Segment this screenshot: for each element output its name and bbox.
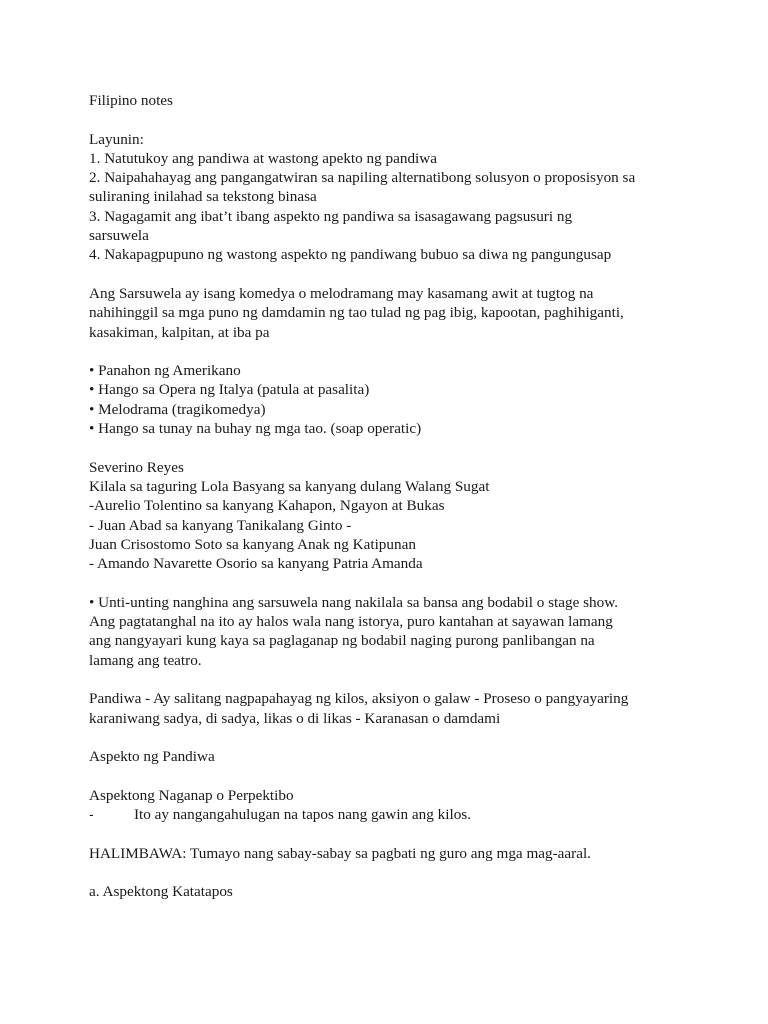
- layunin-line: 4. Nakapagpupuno ng wastong aspekto ng pandiwang bubuo sa diwa ng pangungusap: [89, 246, 612, 264]
- bullet-item: • Melodrama (tragikomedya): [89, 400, 266, 418]
- layunin-heading: Layunin:: [89, 130, 144, 148]
- bullet-item: • Hango sa Opera ng Italya (patula at pasalita): [89, 381, 370, 399]
- document-page: [89, 91, 699, 901]
- layunin-line: 1. Natutukoy ang pandiwa at wastong apekto ng pandiwa: [89, 149, 437, 167]
- writer-line: Severino Reyes: [89, 458, 184, 476]
- bullet-item: • Hango sa tunay na buhay ng mga tao. (soap operatic): [89, 420, 422, 438]
- layunin-line: sarsuwela: [89, 227, 149, 245]
- writer-line: Kilala sa taguring Lola Basyang sa kanyang dulang Walang Sugat: [89, 477, 490, 495]
- spacer: [89, 728, 699, 747]
- spacer: [89, 438, 699, 457]
- aspekto-heading: Aspekto ng Pandiwa: [89, 748, 215, 766]
- spacer: [89, 766, 699, 785]
- pandiwa-line: karaniwang sadya, di sadya, likas o di likas - Karanasan o damdami: [89, 709, 501, 727]
- sarsuwela-line: kasakiman, kalpitan, at iba pa: [89, 323, 270, 341]
- spacer: [89, 824, 699, 843]
- spacer: [89, 670, 699, 689]
- spacer: [89, 863, 699, 882]
- bullet-item: • Panahon ng Amerikano: [89, 362, 241, 380]
- sarsuwela-line: nahihinggil sa mga puno ng damdamin ng tao tulad ng pag ibig, kapootan, paghihiganti,: [89, 304, 624, 322]
- document-title: Filipino notes: [89, 92, 173, 109]
- spacer: [89, 110, 699, 129]
- writer-line: Juan Crisostomo Soto sa kanyang Anak ng Katipunan: [89, 535, 416, 553]
- decline-line: Ang pagtatanghal na ito ay halos wala nang istorya, puro kantahan at sayawan lamang: [89, 613, 613, 631]
- writer-line: - Amando Navarette Osorio sa kanyang Patria Amanda: [89, 555, 423, 573]
- layunin-line: suliraning inilahad sa tekstong binasa: [89, 188, 317, 206]
- naganap-heading: Aspektong Naganap o Perpektibo: [89, 786, 294, 804]
- spacer: [89, 342, 699, 361]
- writer-line: - Juan Abad sa kanyang Tanikalang Ginto -: [89, 516, 352, 534]
- writer-line: -Aurelio Tolentino sa kanyang Kahapon, Ngayon at Bukas: [89, 497, 445, 515]
- naganap-definition: [89, 805, 699, 824]
- sarsuwela-line: Ang Sarsuwela ay isang komedya o melodramang may kasamang awit at tugtog na: [89, 284, 594, 302]
- dash-bullet: -: [89, 805, 94, 822]
- layunin-line: 2. Naipahahayag ang pangangatwiran sa napiling alternatibong solusyon o proposisyon sa: [89, 169, 636, 187]
- spacer: [89, 573, 699, 592]
- pandiwa-line: Pandiwa - Ay salitang nagpapahayag ng kilos, aksiyon o galaw - Proseso o pangyayaring: [89, 690, 629, 708]
- decline-line: ang nangyayari kung kaya sa paglaganap ng bodabil naging purong panlibangan na: [89, 632, 595, 650]
- katatapos-heading: a. Aspektong Katatapos: [89, 883, 233, 901]
- halimbawa-line: HALIMBAWA: Tumayo nang sabay-sabay sa pagbati ng guro ang mga mag-aaral.: [89, 844, 591, 862]
- decline-line: • Unti-unting nanghina ang sarsuwela nang nakilala sa bansa ang bodabil o stage show.: [89, 593, 619, 611]
- spacer: [89, 265, 699, 284]
- layunin-line: 3. Nagagamit ang ibat’t ibang aspekto ng pandiwa sa isasagawang pagsusuri ng: [89, 207, 573, 225]
- decline-line: lamang ang teatro.: [89, 651, 202, 669]
- naganap-text: Ito ay nangangahulugan na tapos nang gawin ang kilos.: [134, 805, 471, 823]
